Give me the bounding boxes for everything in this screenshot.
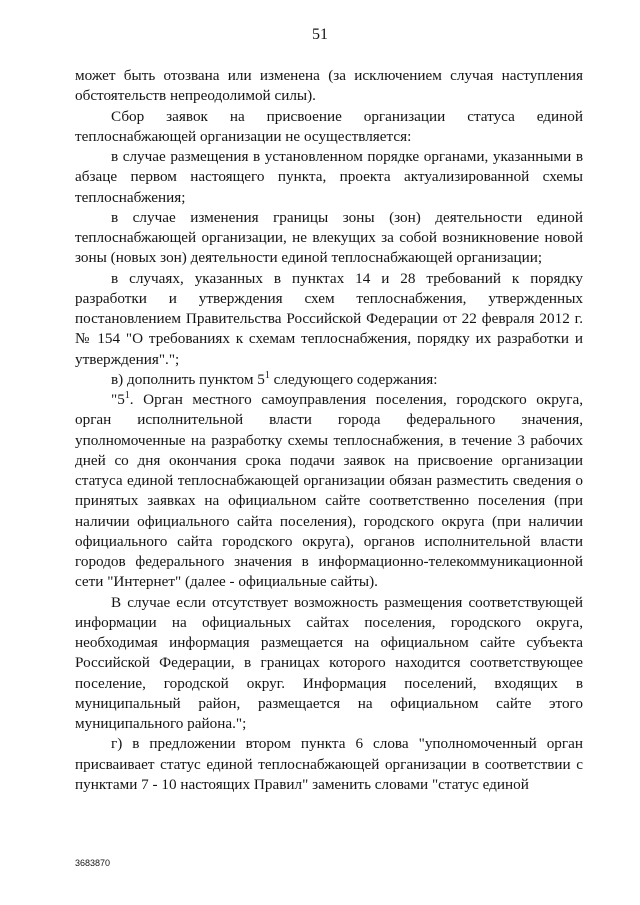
page-number: 51 <box>312 26 328 43</box>
paragraph-7-superscript: 1 <box>124 389 130 401</box>
paragraph-6-text-end: следующего содержания: <box>269 370 438 388</box>
paragraph-6-superscript: 1 <box>264 369 270 381</box>
paragraph-5: в случаях, указанных в пунктах 14 и 28 требований к порядку разработки и утверждения схем теплоснабжения, утвержденных постановлением Правительства Российской Федерации от 22 февраля 2012 г. № 154 "О требованиях к схемам теплоснабжения, порядку их разработки и утверждения"."; <box>75 269 583 368</box>
paragraph-7 <box>75 390 583 593</box>
document-code: 3683870 <box>75 858 111 868</box>
paragraph-1: может быть отозвана или изменена (за исключением случая наступления обстоятельств непреодолимой силы). <box>75 67 583 105</box>
paragraph-2: Сбор заявок на присвоение организации статуса единой теплоснабжающей организации не осуществляется: <box>75 107 583 145</box>
paragraph-6-text-start: в) дополнить пунктом 5 <box>111 370 265 388</box>
paragraph-6 <box>75 370 583 390</box>
document-body <box>75 66 583 795</box>
paragraph-8: В случае если отсутствует возможность размещения соответствующей информации на официальных сайтах поселения, городского округа, необходимая информация размещается на официальном сайте субъекта Российской Федерации, в границах которого находится соответствующее поселение, городской округ. Информация поселений, входящих в муниципальный район, размещается на официальном сайте этого муниципального района."; <box>75 593 583 732</box>
paragraph-7-text-start: "5 <box>111 391 125 408</box>
paragraph-7-text-end: . Орган местного самоуправления поселения, городского округа, орган исполнительной власти города федерального значения, уполномоченные на разработку схемы теплоснабжения, в течение 3 рабочих дней со дня окончания срока подачи заявок на присвоение организации статуса единой теплоснабжающей организации обязан разместить сведения о принятых заявках на официальном сайте соответственно поселения (при наличии официального сайта поселения), городского округа (при наличии официального сайта городского округа), органов исполнительной власти городов федерального значения в информационно-телекоммуникационной сети "Интернет" (далее - официальные сайты). <box>75 391 583 591</box>
paragraph-3: в случае размещения в установленном порядке органами, указанными в абзаце первом настоящего пункта, проекта актуализированной схемы теплоснабжения; <box>75 148 583 206</box>
paragraph-4: в случае изменения границы зоны (зон) деятельности единой теплоснабжающей организации, не влекущих за собой возникновение новой зоны (новых зон) деятельности единой теплоснабжающей организации; <box>75 208 583 267</box>
paragraph-9: г) в предложении втором пункта 6 слова "уполномоченный орган присваивает статус единой теплоснабжающей организации в соответствии с пунктами 7 - 10 настоящих Правил" заменить словами "статус единой <box>75 735 583 793</box>
